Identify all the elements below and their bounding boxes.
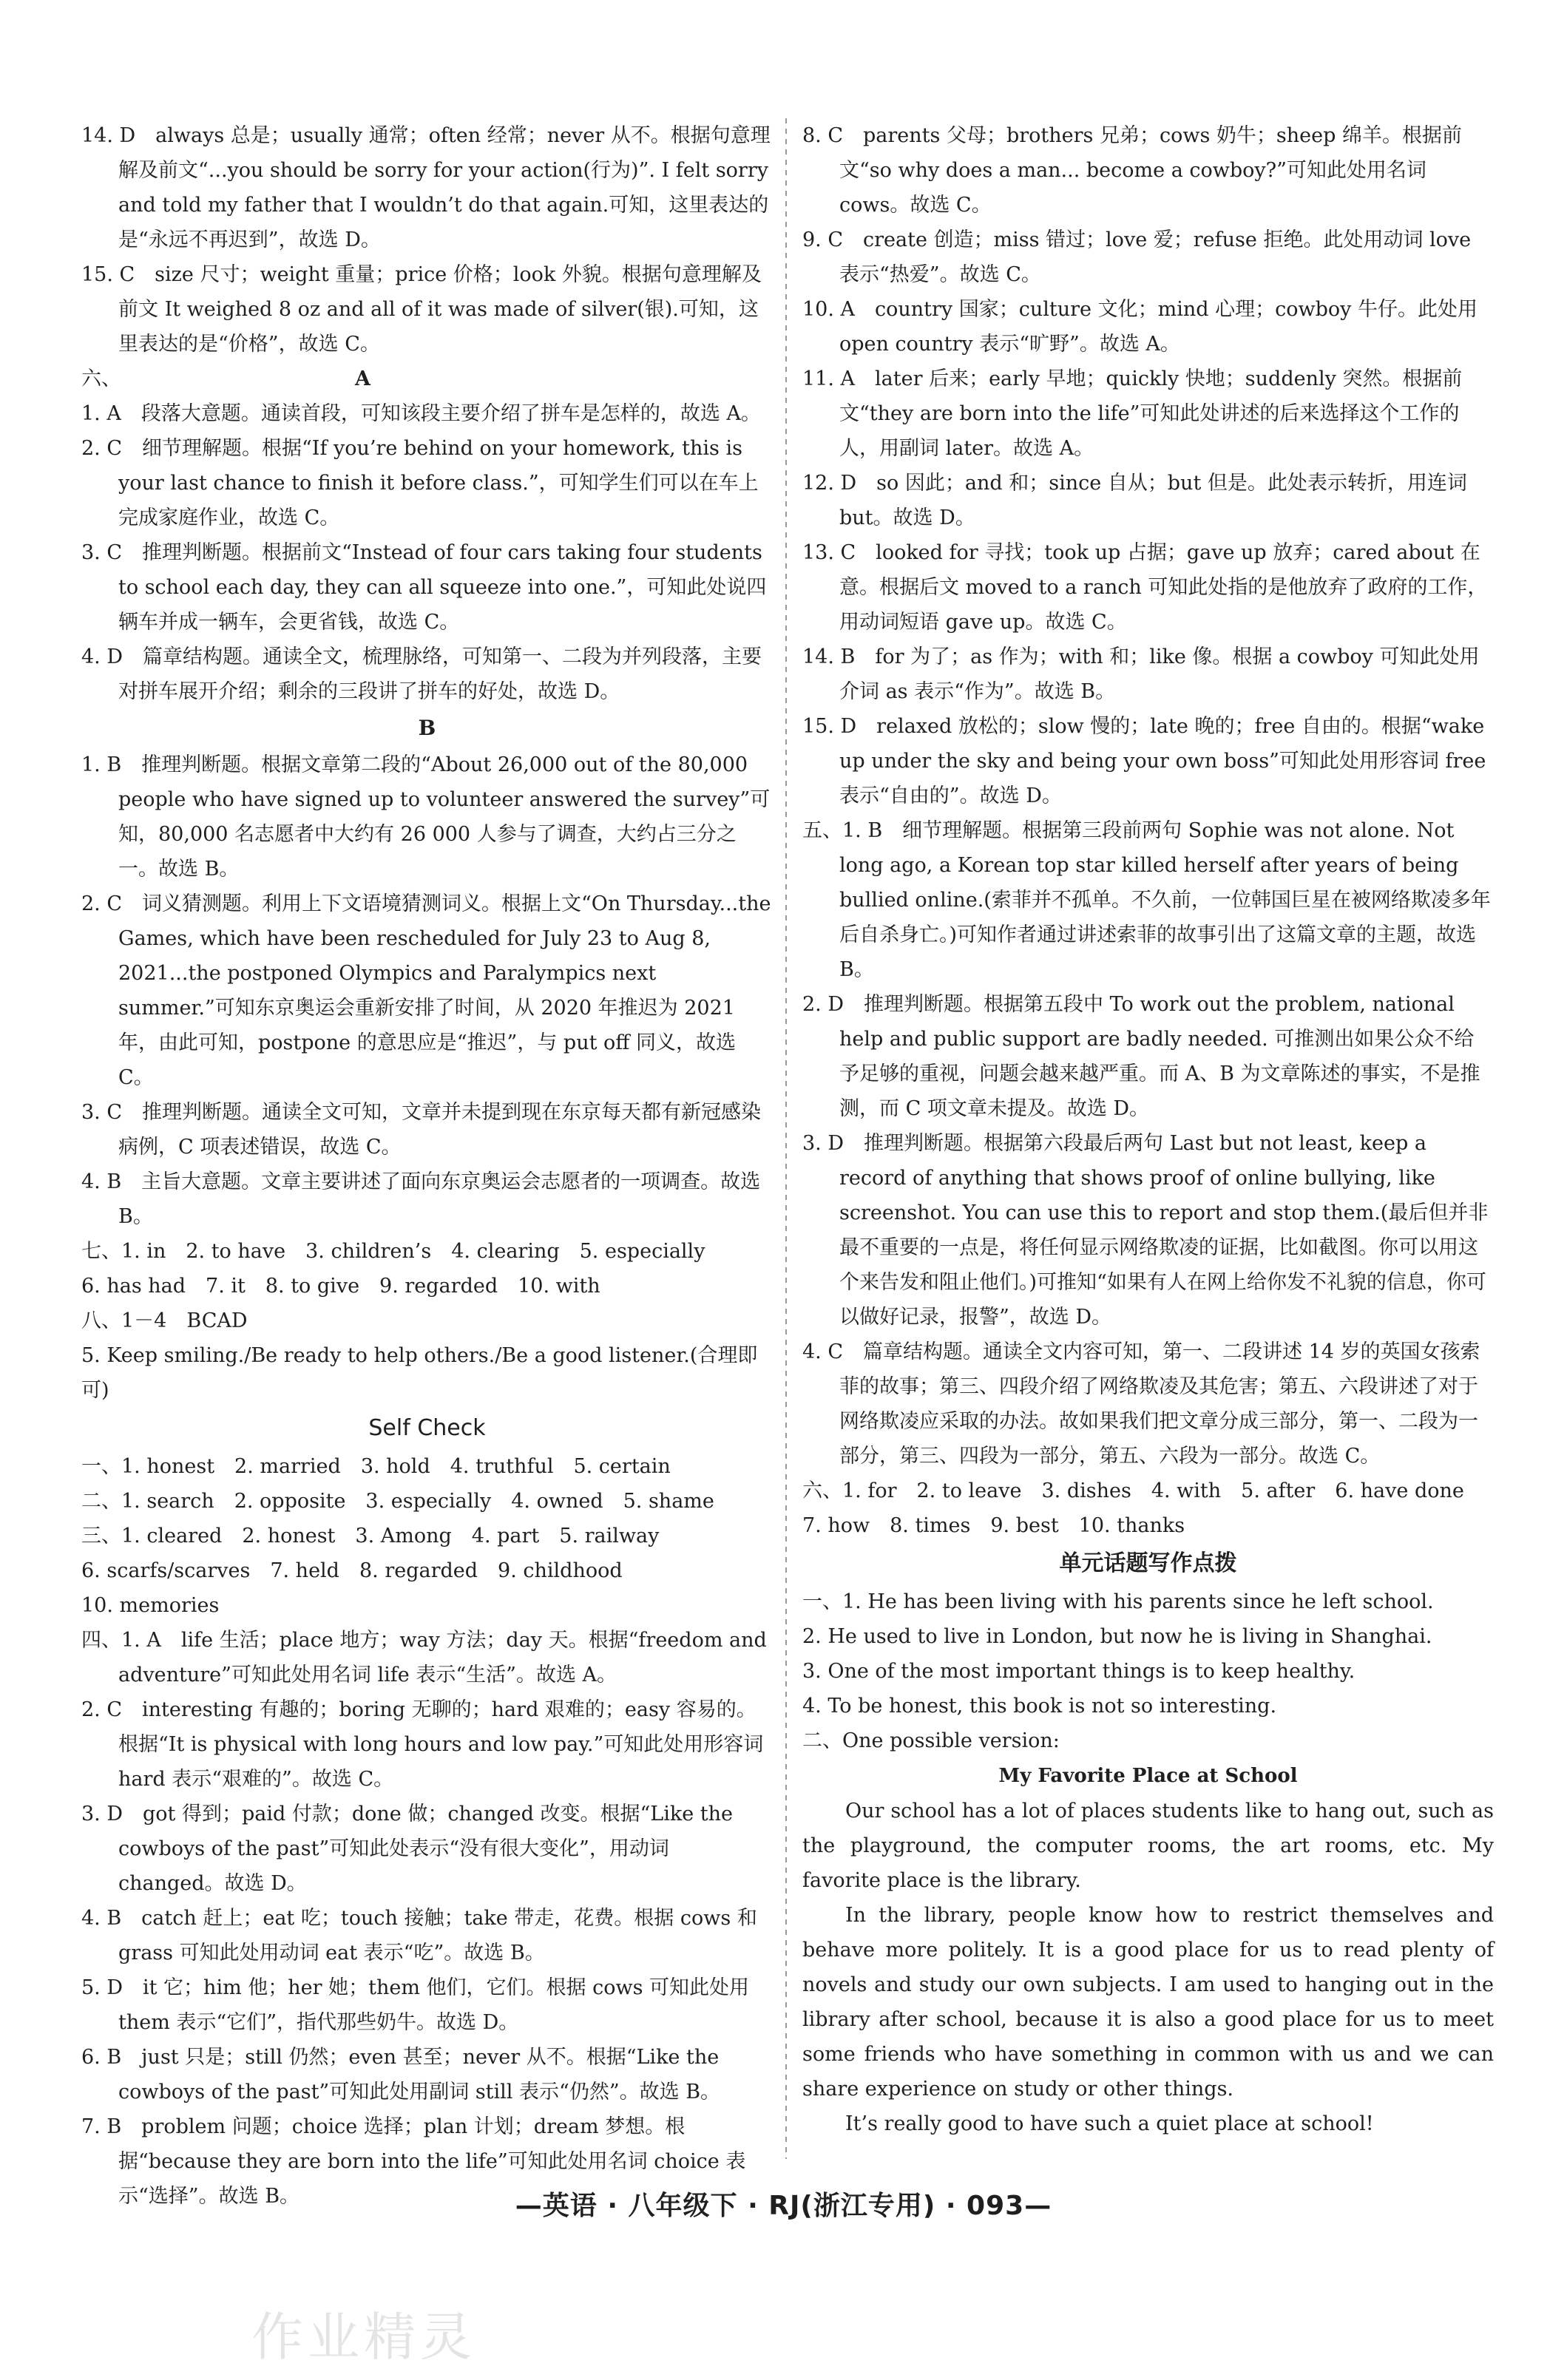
answer-item: 1. A 段落大意题。通读首段，可知该段主要介绍了拼车是怎样的，故选 A。 (81, 402, 761, 425)
answer-item: 3. D got 得到；paid 付款；done 做；changed 改变。根据“Like the cowboys of the past”可知此处表示“没有很大变化”，用动词 changed。故选 D。 (81, 1803, 733, 1895)
left-column (81, 118, 773, 2214)
answer-item: 4. D 篇章结构题。通读全文，梳理脉络，可知第一、二段为并列段落，主要对拼车展开介绍；剩余的三段讲了拼车的好处，故选 D。 (81, 645, 762, 703)
writing-section-title: 单元话题写作点拨 (1059, 1550, 1237, 1576)
passage-a-label: A (355, 367, 370, 390)
column-divider (785, 118, 787, 2159)
self-check-answers (81, 1449, 773, 1623)
answer-item: 3. C 推理判断题。根据前文“Instead of four cars taking four students to school each day, they can all squeeze into one.”，可知此处说四辆车并成一辆车，会更省钱，故选 C。 (81, 541, 767, 634)
answer-item: 3. C 推理判断题。通读全文可知，文章并未提到现在东京每天都有新冠感染病例，C 项表述错误，故选 C。 (81, 1101, 762, 1159)
answer-item: 6. B just 只是；still 仍然；even 甚至；never 从不。根据“Like the cowboys of the past”可知此处用副词 still 表示“仍然”。故选 B。 (81, 2046, 721, 2103)
answer-item: 5. D it 它；him 他；her 她；them 他们，它们。根据 cows 可知此处用 them 表示“它们”，指代那些奶牛。故选 D。 (81, 1976, 750, 2034)
writing-line: 4. To be honest, this book is not so interesting. (802, 1695, 1277, 1718)
answer-item: 9. C create 创造；miss 错过；love 爱；refuse 拒绝。此处用动词 love 表示“热爱”。故选 C。 (802, 228, 1472, 286)
answer-item: 2. D 推理判断题。根据第五段中 To work out the problem, national help and public support are badly needed. 可推测出如果公众不给予足够的重视，问题会越来越严重。而 A、B 为文章陈述的事实，不是推测，而 C 项文章未提及。故选 D。 (802, 993, 1480, 1120)
answers-block-5-end (81, 118, 773, 362)
answer-item: 8. C parents 父母；brothers 兄弟；cows 奶牛；sheep 绵羊。根据前文“so why does a man... become a cowboy?”可知此处用名词 cows。故选 C。 (802, 124, 1462, 217)
writing-line: 二、One possible version: (802, 1729, 1060, 1752)
section-five-answers (802, 813, 1494, 1474)
answer-item: 12. D so 因此；and 和；since 自从；but 但是。此处表示转折，用连词 but。故选 D。 (802, 472, 1467, 529)
answer-item: 四、1. A life 生活；place 地方；way 方法；day 天。根据“freedom and adventure”可知此处用名词 life 表示“生活”。故选 A。 (81, 1629, 767, 1686)
answer-item: 五、1. B 细节理解题。根据第三段前两句 Sophie was not alone. Not long ago, a Korean top star killed herself after years of being bullied online.(索菲并不孤单。不久前，一位韩国巨星在被网络欺凌多年后自杀身亡。)可知作者通过讲述索菲的故事引出了这篇文章的主题，故选 B。 (802, 819, 1491, 981)
answer-item: 4. B 主旨大意题。文章主要讲述了面向东京奥运会志愿者的一项调查。故选 B。 (81, 1170, 761, 1228)
section-six-answers-right (802, 1474, 1494, 1543)
answer-item: 10. A country 国家；culture 文化；mind 心理；cowboy 牛仔。此处用 open country 表示“旷野”。故选 A。 (802, 298, 1478, 356)
answer-line: 7. how 8. times 9. best 10. thanks (802, 1514, 1185, 1537)
writing-line: 一、1. He has been living with his parents since he left school. (802, 1590, 1434, 1613)
writing-line: 3. One of the most important things is to keep healthy. (802, 1660, 1356, 1683)
answer-item: 14. D always 总是；usually 通常；often 经常；never 从不。根据句意理解及前文“...you should be sorry for your action(行为)”. I felt sorry and told my father that I wouldn’t do that again.可知，这里表达的是“永远不再迟到”，故选 D。 (81, 124, 771, 251)
section-eight-answers (81, 1303, 773, 1408)
answer-line: 六、1. for 2. to leave 3. dishes 4. with 5. after 6. have done (802, 1479, 1464, 1502)
answer-line: 10. memories (81, 1594, 220, 1617)
answer-item: 4. C 篇章结构题。通读全文内容可知，第一、二段讲述 14 岁的英国女孩索菲的故事；第三、四段介绍了网络欺凌及其危害；第五、六段讲述了对于网络欺凌应采取的办法。故如果我们把文章分成三部分，第一、二段为一部分，第三、四段为一部分，第五、六段为一部分。故选 C。 (802, 1340, 1480, 1468)
passage-b-label: B (418, 716, 436, 740)
essay-title: My Favorite Place at School (998, 1765, 1298, 1787)
answer-item: 2. C interesting 有趣的；boring 无聊的；hard 艰难的；easy 容易的。根据“It is physical with long hours and low pay.”可知此处用形容词 hard 表示“艰难的”。故选 C。 (81, 1698, 764, 1791)
self-check-title: Self Check (368, 1415, 486, 1441)
answer-line: 一、1. honest 2. married 3. hold 4. truthful 5. certain (81, 1455, 671, 1478)
right-column (802, 118, 1494, 2141)
answer-line: 三、1. cleared 2. honest 3. Among 4. part 5. railway (81, 1525, 660, 1547)
section-seven-answers (81, 1234, 773, 1303)
answer-item: 1. B 推理判断题。根据文章第二段的“About 26,000 out of the 80,000 people who have signed up to volunteer answered the survey”可知，80,000 名志愿者中大约有 26 000 人参与了调查，大约占三分之一。故选 B。 (81, 753, 771, 881)
passage-a-answers (81, 396, 773, 709)
answer-item: 13. C looked for 寻找；took up 占据；gave up 放弃；cared about 在意。根据后文 moved to a ranch 可知此处指的是他放弃了政府的工作，用动词短语 gave up。故选 C。 (802, 541, 1488, 634)
section-four-answers (81, 1623, 773, 2214)
passage-b-answers (81, 747, 773, 1234)
section-six-heading (81, 362, 773, 396)
answer-item: 15. D relaxed 放松的；slow 慢的；late 晚的；free 自由的。根据“wake up under the sky and being your own boss”可知此处用形容词 free 表示“自由的”。故选 D。 (802, 715, 1486, 807)
cloze-answers-continued (802, 118, 1494, 813)
section-six-label: 六、 (81, 367, 121, 390)
answer-item: 11. A later 后来；early 早地；quickly 快地；suddenly 突然。根据前文“they are born into the life”可知此处讲述的后来选择这个工作的人，用副词 later。故选 A。 (802, 367, 1463, 460)
answer-line: 5. Keep smiling./Be ready to help others./Be a good listener.(合理即可) (81, 1344, 758, 1402)
answer-line: 二、1. search 2. opposite 3. especially 4. owned 5. shame (81, 1490, 714, 1513)
writing-line: 2. He used to live in London, but now he is living in Shanghai. (802, 1625, 1432, 1648)
essay-paragraph: Our school has a lot of places students like to hang out, such as the playground, the computer rooms, the art rooms, etc. My favorite place is the library. (802, 1800, 1494, 1892)
answer-line: 八、1－4 BCAD (81, 1309, 248, 1332)
answer-line: 6. scarfs/scarves 7. held 8. regarded 9. childhood (81, 1559, 623, 1582)
answer-item: 2. C 词义猜测题。利用上下文语境猜测词义。根据上文“On Thursday...the Games, which have been rescheduled for July 23 to Aug 8, 2021...the postponed Olympics and Paralympics next summer.”可知东京奥运会重新安排了时间，从 2020 年推迟为 2021 年，由此可知，postpone 的意思应是“推迟”，与 put off 同义，故选 C。 (81, 892, 771, 1089)
answer-item: 14. B for 为了；as 作为；with 和；like 像。根据 a cowboy 可知此处用介词 as 表示“作为”。故选 B。 (802, 645, 1480, 703)
answer-item: 4. B catch 赶上；eat 吃；touch 接触；take 带走，花费。根据 cows 和 grass 可知此处用动词 eat 表示“吃”。故选 B。 (81, 1907, 757, 1964)
answer-item: 15. C size 尺寸；weight 重量；price 价格；look 外貌。根据句意理解及前文 It weighed 8 oz and all of it was made of silver(银).可知，这里表达的是“价格”，故选 C。 (81, 263, 762, 356)
answer-line: 七、1. in 2. to have 3. children’s 4. clearing 5. especially (81, 1240, 705, 1263)
essay-paragraph: In the library, people know how to restrict themselves and behave more politely. It is a good place for us to read plenty of novels and study our own subjects. I am used to hanging out in the library after school, because it is also a good place for us to meet some friends who have something in common with us and we can share experience on study or other things. (802, 1904, 1494, 2101)
watermark: 作业精灵 (251, 2307, 476, 2367)
answer-line: 6. has had 7. it 8. to give 9. regarded 10. with (81, 1275, 600, 1298)
essay-body (802, 1794, 1494, 2141)
answer-item: 2. C 细节理解题。根据“If you’re behind on your homework, this is your last chance to finish it before class.”，可知学生们可以在车上完成家庭作业，故选 C。 (81, 437, 759, 529)
page-footer: —英语 · 八年级下 · RJ(浙江专用) · 093— (515, 2191, 1052, 2221)
essay-paragraph: It’s really good to have such a quiet place at school! (845, 2112, 1374, 2135)
answer-item: 7. B problem 问题；choice 选择；plan 计划；dream 梦想。根据“because they are born into the life”可知此处用名词 choice 表示“选择”。故选 B。 (81, 2115, 746, 2208)
answer-item: 3. D 推理判断题。根据第六段最后两句 Last but not least, keep a record of anything that shows proof of online bullying, like screenshot. You can use this to report and stop them.(最后但并非最不重要的一点是，将任何显示网络欺凌的证据，比如截图。你可以用这个来告发和阻止他们。)可推知“如果有人在网上给你发不礼貌的信息，你可以做好记录，报警”，故选 D。 (802, 1132, 1489, 1329)
writing-sentences (802, 1584, 1494, 1758)
